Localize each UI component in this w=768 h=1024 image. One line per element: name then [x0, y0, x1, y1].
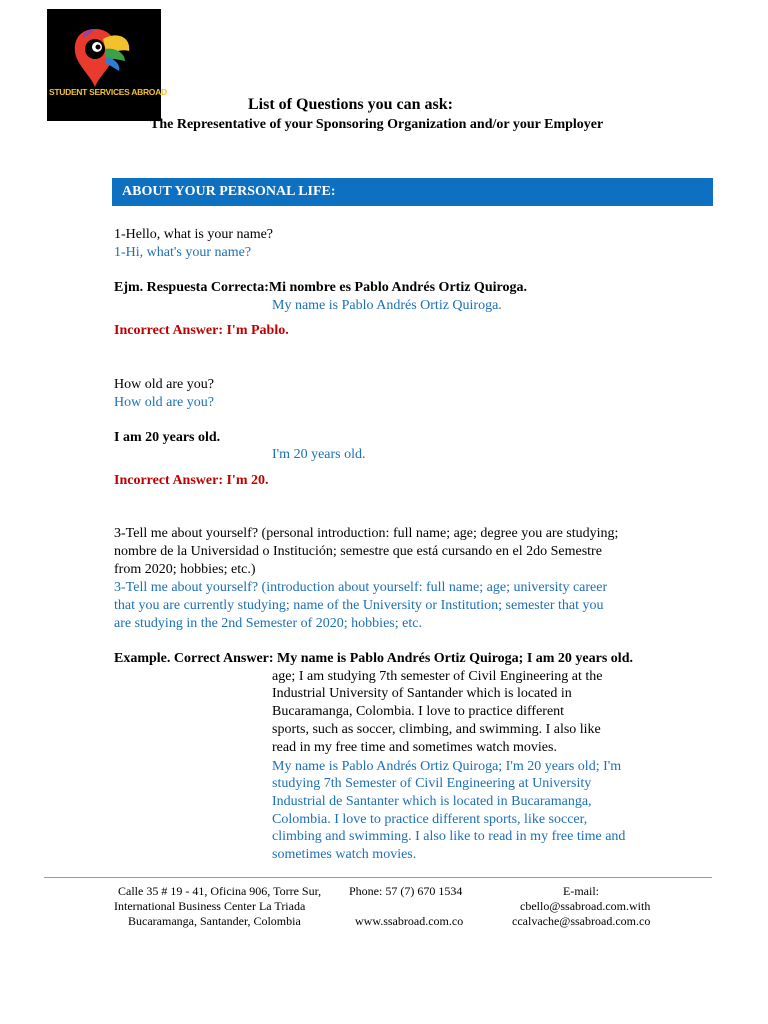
q3-answer-translation-line: climbing and swimming. I also like to read in my free time and	[272, 829, 626, 844]
q2-translation: How old are you?	[114, 395, 214, 410]
q1-correct-answer: Ejm. Respuesta Correcta:Mi nombre es Pablo Andrés Ortiz Quiroga.	[114, 280, 527, 295]
q3-answer-line: Industrial University of Santander which is located in	[272, 686, 572, 701]
q3-answer-line: read in my free time and sometimes watch movies.	[272, 740, 557, 755]
footer-divider	[44, 877, 712, 878]
footer-email[interactable]: cbello@ssabroad.com.with	[520, 899, 651, 913]
q3-question-line: 3-Tell me about yourself? (personal introduction: full name; age; degree you are studying;	[114, 526, 619, 541]
q2-correct-answer: I am 20 years old.	[114, 430, 221, 445]
q3-answer-translation-line: Industrial de Santanter which is located in Bucaramanga,	[272, 794, 592, 809]
page-subtitle: The Representative of your Sponsoring Organization and/or your Employer	[150, 117, 604, 132]
footer-email[interactable]: ccalvache@ssabroad.com.co	[512, 914, 651, 928]
footer-email-label: E-mail:	[563, 884, 599, 898]
q3-answer-translation-line: My name is Pablo Andrés Ortiz Quiroga; I'm 20 years old; I'm	[272, 759, 622, 774]
q3-example-answer: Example. Correct Answer: My name is Pablo Andrés Ortiz Quiroga; I am 20 years old.	[114, 651, 633, 666]
q3-question-line: nombre de la Universidad o Institución; semestre que está cursando en el 2do Semestre	[114, 544, 602, 559]
q3-answer-translation-line: sometimes watch movies.	[272, 847, 417, 862]
footer-address-line: Calle 35 # 19 - 41, Oficina 906, Torre Sur,	[118, 884, 322, 898]
toucan-pin-logo	[47, 9, 167, 121]
q1-translation: 1-Hi, what's your name?	[114, 245, 252, 260]
footer-address-line: International Business Center La Triada	[114, 899, 306, 913]
q3-answer-line: age; I am studying 7th semester of Civil Engineering at the	[272, 669, 603, 684]
q2-correct-translation: I'm 20 years old.	[272, 447, 366, 462]
q3-translation-line: that you are currently studying; name of the University or Institution; semester that you	[114, 598, 604, 613]
q1-question: 1-Hello, what is your name?	[114, 227, 274, 242]
q3-answer-translation-line: studying 7th Semester of Civil Engineering at University	[272, 776, 592, 791]
section-title: ABOUT YOUR PERSONAL LIFE:	[122, 184, 336, 199]
logo-text: STUDENT SERVICES ABROAD	[49, 87, 167, 97]
q1-incorrect-answer: Incorrect Answer: I'm Pablo.	[114, 323, 289, 338]
footer-address-line: Bucaramanga, Santander, Colombia	[128, 914, 301, 928]
q3-translation-line: are studying in the 2nd Semester of 2020; hobbies; etc.	[114, 616, 422, 631]
footer-phone: Phone: 57 (7) 670 1534	[349, 884, 463, 898]
q3-answer-line: sports, such as soccer, climbing, and swimming. I also like	[272, 722, 601, 737]
q3-answer-line: Bucaramanga, Colombia. I love to practice different	[272, 704, 565, 719]
q1-correct-translation: My name is Pablo Andrés Ortiz Quiroga.	[272, 298, 502, 313]
company-logo	[47, 9, 167, 121]
q3-question-line: from 2020; hobbies; etc.)	[114, 562, 256, 577]
section-header	[112, 178, 713, 206]
q2-question: How old are you?	[114, 377, 214, 392]
footer-website[interactable]: www.ssabroad.com.co	[355, 914, 464, 928]
q2-incorrect-answer: Incorrect Answer: I'm 20.	[114, 473, 269, 488]
q3-answer-translation-line: Colombia. I love to practice different sports, like soccer,	[272, 812, 588, 827]
page-title: List of Questions you can ask:	[248, 96, 453, 113]
q3-translation-line: 3-Tell me about yourself? (introduction about yourself: full name; age; university career	[114, 580, 608, 595]
